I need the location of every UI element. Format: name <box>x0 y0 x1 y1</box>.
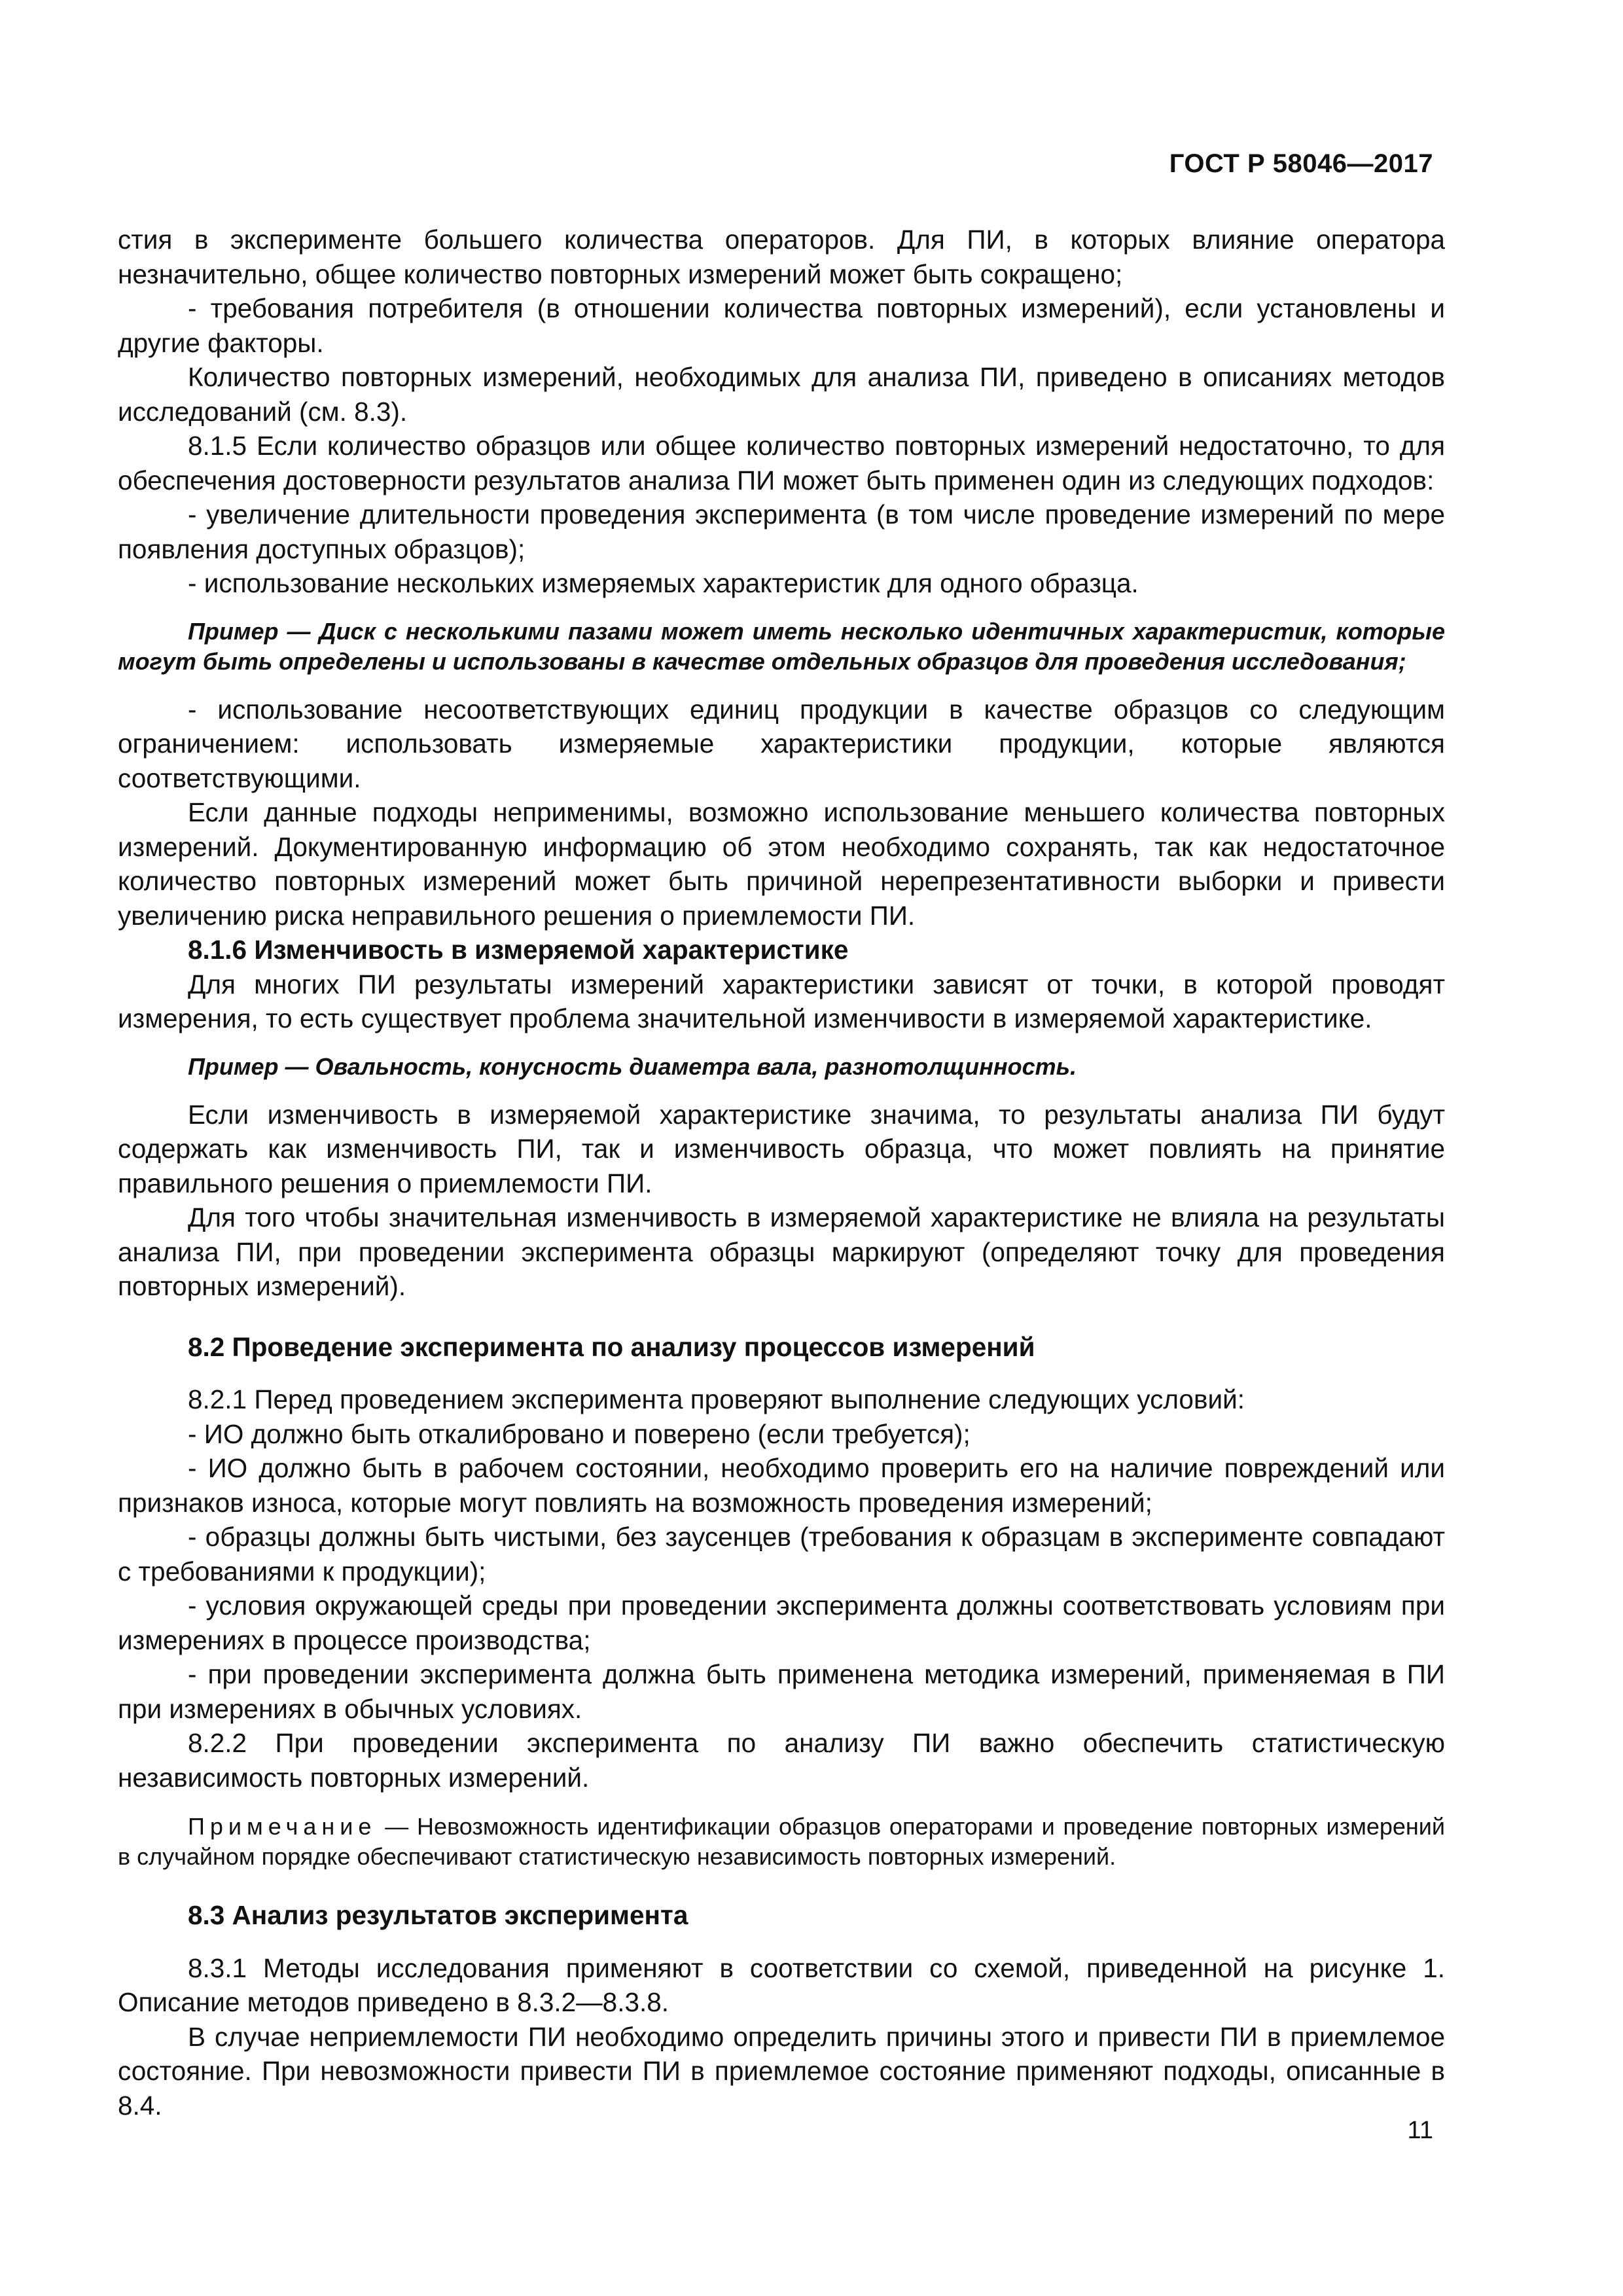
page-number: 11 <box>1407 2117 1433 2144</box>
section-heading-8-3: 8.3 Анализ результатов эксперимента <box>188 1900 688 1930</box>
paragraph: стия в эксперименте большего количества операторов. Для ПИ, в которых влияние оператора незначительно, общее количество повторных измерений может быть сокращено; <box>118 224 1445 289</box>
clause-8-2-1: 8.2.1 Перед проведением эксперимента проверяют выполнение следующих условий: <box>188 1384 1245 1414</box>
list-item: - ИО должно быть в рабочем состоянии, необходимо проверить его на наличие повреждений или признаков износа, которые могут повлиять на возможность проведения измерений; <box>118 1453 1445 1518</box>
paragraph: Если изменчивость в измеряемой характеристике значима, то результаты анализа ПИ будут содержать как изменчивость ПИ, так и изменчивость образца, что может повлиять на принятие правильного решения о приемлемости ПИ. <box>118 1099 1445 1198</box>
note <box>118 1812 1445 1872</box>
clause-8-3-1: 8.3.1 Методы исследования применяют в соответствии со схемой, приведенной на рисунке 1. Описание методов приведено в 8.3.2—8.3.8. <box>118 1952 1445 2017</box>
list-item: - условия окружающей среды при проведении эксперимента должны соответствовать условиям при измерениях в процессе производства; <box>118 1590 1445 1655</box>
note-label: Примечание <box>188 1813 377 1840</box>
list-item: - увеличение длительности проведения эксперимента (в том числе проведение измерений по мере появления доступных образцов); <box>118 499 1445 564</box>
paragraph: Для многих ПИ результаты измерений характеристики зависят от точки, в которой проводят измерения, то есть существует проблема значительной изменчивости в измеряемой характеристике. <box>118 969 1445 1033</box>
section-heading-8-2: 8.2 Проведение эксперимента по анализу процессов измерений <box>188 1331 1035 1362</box>
paragraph: Если данные подходы неприменимы, возможно использование меньшего количества повторных измерений. Документированную информацию об этом необходимо сохранять, так как недостаточное количество повторных измерений может быть причиной нерепрезентативности выборки и привести увеличению риска неправильного решения о приемлемости ПИ. <box>118 797 1445 931</box>
example-text: Пример — Диск с несколькими пазами может иметь несколько идентичных характеристик, которые могут быть определены и использованы в качестве отдельных образцов для проведения исследования; <box>118 617 1445 675</box>
list-item: - при проведении эксперимента должна быть применена методика измерений, применяемая в ПИ при измерениях в обычных условиях. <box>118 1659 1445 1724</box>
list-item: - образцы должны быть чистыми, без заусенцев (требования к образцам в эксперименте совпадают с требованиями к продукции); <box>118 1522 1445 1587</box>
list-item: - требования потребителя (в отношении количества повторных измерений), если установлены и другие факторы. <box>118 293 1445 358</box>
list-item: - ИО должно быть откалибровано и поверено (если требуется); <box>188 1418 971 1449</box>
list-item: - использование несоответствующих единиц продукции в качестве образцов со следующим ограничением: использовать измеряемые характеристики продукции, которые являются соответствующими. <box>118 694 1445 793</box>
paragraph: В случае неприемлемости ПИ необходимо определить причины этого и привести ПИ в приемлемое состояние. При невозможности привести ПИ в приемлемое состояние применяют подходы, описанные в 8.4. <box>118 2021 1445 2121</box>
list-item: - использование нескольких измеряемых характеристик для одного образца. <box>188 568 1139 598</box>
subsection-heading-8-1-6: 8.1.6 Изменчивость в измеряемой характеристике <box>188 935 849 965</box>
document-id: ГОСТ Р 58046—2017 <box>1169 149 1433 178</box>
paragraph: Для того чтобы значительная изменчивость в измеряемой характеристике не влияла на результаты анализа ПИ, при проведении эксперимента образцы маркируют (определяют точку для проведения повторных измерений). <box>118 1202 1445 1301</box>
page-content <box>118 223 1445 2123</box>
paragraph: Количество повторных измерений, необходимых для анализа ПИ, приведено в описаниях методов исследований (см. 8.3). <box>118 362 1445 427</box>
clause-8-1-5: 8.1.5 Если количество образцов или общее количество повторных измерений недостаточно, то для обеспечения достоверности результатов анализа ПИ может быть применен один из следующих подходов: <box>118 431 1445 495</box>
example-text: Пример — Овальность, конусность диаметра вала, разнотолщинность. <box>188 1052 1077 1080</box>
clause-8-2-2: 8.2.2 При проведении эксперимента по анализу ПИ важно обеспечить статистическую независимость повторных измерений. <box>118 1728 1445 1793</box>
note-text: — Невозможность идентификации образцов операторами и проведение повторных измерений в случайном порядке обеспечивают статистическую независимость повторных измерений. <box>118 1813 1445 1870</box>
